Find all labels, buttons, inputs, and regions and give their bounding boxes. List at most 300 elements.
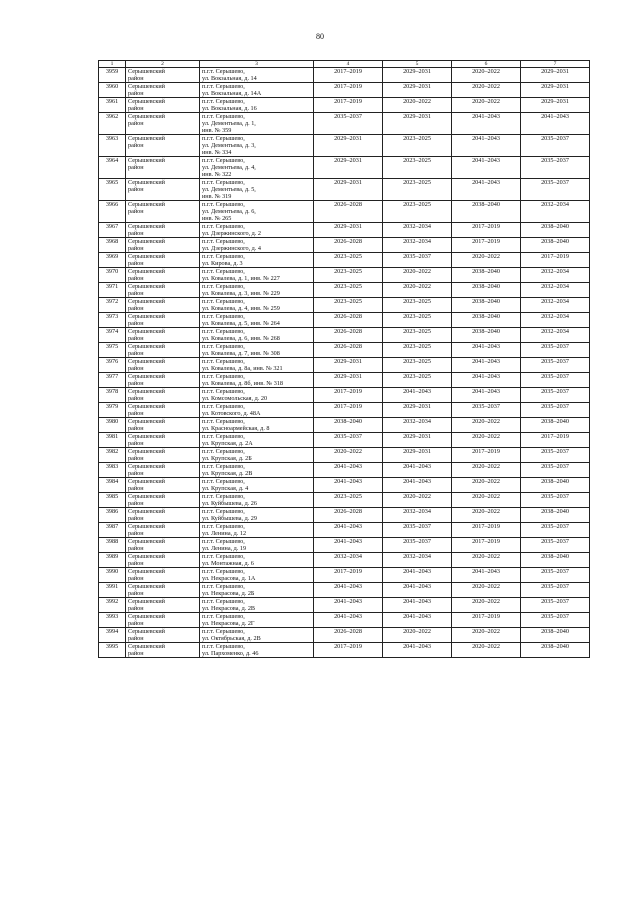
address-cell: п.г.т. Серышево, ул. Некрасова, д. 2Г xyxy=(200,613,314,628)
column-header: 7 xyxy=(521,61,590,68)
period-cell: 2041–2043 xyxy=(521,113,590,135)
address-cell: п.г.т. Серышево, ул. Комсомольская, д. 20 xyxy=(200,388,314,403)
page-number: 80 xyxy=(316,32,324,41)
period-cell: 2035–2037 xyxy=(452,403,521,418)
period-cell: 2035–2037 xyxy=(314,433,383,448)
record-number-cell: 3964 xyxy=(99,157,126,179)
period-cell: 2035–2037 xyxy=(521,358,590,373)
period-cell: 2038–2040 xyxy=(452,283,521,298)
period-cell: 2017–2019 xyxy=(314,403,383,418)
period-cell: 2041–2043 xyxy=(383,388,452,403)
period-cell: 2038–2040 xyxy=(521,478,590,493)
record-number-cell: 3980 xyxy=(99,418,126,433)
table-row xyxy=(99,643,590,658)
district-cell: Серышевский район xyxy=(126,238,200,253)
period-cell: 2026–2028 xyxy=(314,313,383,328)
period-cell: 2023–2025 xyxy=(314,493,383,508)
record-number-cell: 3968 xyxy=(99,238,126,253)
period-cell: 2032–2034 xyxy=(383,418,452,433)
period-cell: 2020–2022 xyxy=(383,493,452,508)
district-cell: Серышевский район xyxy=(126,448,200,463)
period-cell: 2017–2019 xyxy=(314,83,383,98)
period-cell: 2020–2022 xyxy=(452,433,521,448)
address-cell: п.г.т. Серышево, ул. Ленина, д. 19 xyxy=(200,538,314,553)
period-cell: 2038–2040 xyxy=(521,418,590,433)
period-cell: 2020–2022 xyxy=(383,98,452,113)
district-cell: Серышевский район xyxy=(126,598,200,613)
record-number-cell: 3966 xyxy=(99,201,126,223)
period-cell: 2038–2040 xyxy=(521,223,590,238)
address-cell: п.г.т. Серышево, ул. Ковалева, д. 8б, инв. № 318 xyxy=(200,373,314,388)
column-header: 1 xyxy=(99,61,126,68)
table-row xyxy=(99,598,590,613)
housing-register-table xyxy=(98,60,590,658)
period-cell: 2038–2040 xyxy=(521,643,590,658)
period-cell: 2032–2034 xyxy=(383,508,452,523)
record-number-cell: 3991 xyxy=(99,583,126,598)
table-row xyxy=(99,508,590,523)
period-cell: 2038–2040 xyxy=(452,268,521,283)
district-cell: Серышевский район xyxy=(126,613,200,628)
period-cell: 2023–2025 xyxy=(383,373,452,388)
record-number-cell: 3963 xyxy=(99,135,126,157)
period-cell: 2020–2022 xyxy=(452,463,521,478)
period-cell: 2041–2043 xyxy=(314,538,383,553)
table-body xyxy=(99,68,590,658)
period-cell: 2032–2034 xyxy=(521,298,590,313)
table-row xyxy=(99,583,590,598)
period-cell: 2038–2040 xyxy=(521,508,590,523)
period-cell: 2017–2019 xyxy=(314,388,383,403)
period-cell: 2032–2034 xyxy=(521,328,590,343)
table-row xyxy=(99,157,590,179)
district-cell: Серышевский район xyxy=(126,553,200,568)
period-cell: 2032–2034 xyxy=(521,283,590,298)
period-cell: 2041–2043 xyxy=(452,373,521,388)
column-header: 2 xyxy=(126,61,200,68)
period-cell: 2017–2019 xyxy=(452,238,521,253)
record-number-cell: 3965 xyxy=(99,179,126,201)
period-cell: 2035–2037 xyxy=(521,493,590,508)
period-cell: 2017–2019 xyxy=(314,68,383,83)
period-cell: 2023–2025 xyxy=(383,201,452,223)
district-cell: Серышевский район xyxy=(126,433,200,448)
record-number-cell: 3975 xyxy=(99,343,126,358)
table-row xyxy=(99,448,590,463)
column-header: 4 xyxy=(314,61,383,68)
period-cell: 2038–2040 xyxy=(521,628,590,643)
period-cell: 2023–2025 xyxy=(383,298,452,313)
district-cell: Серышевский район xyxy=(126,538,200,553)
period-cell: 2041–2043 xyxy=(452,179,521,201)
address-cell: п.г.т. Серышево, ул. Котовского, д. 48А xyxy=(200,403,314,418)
period-cell: 2029–2031 xyxy=(383,83,452,98)
period-cell: 2020–2022 xyxy=(452,553,521,568)
table-row xyxy=(99,538,590,553)
period-cell: 2020–2022 xyxy=(452,583,521,598)
period-cell: 2041–2043 xyxy=(452,135,521,157)
address-cell: п.г.т. Серышево, ул. Монтажная, д. 6 xyxy=(200,553,314,568)
period-cell: 2017–2019 xyxy=(452,523,521,538)
period-cell: 2041–2043 xyxy=(314,478,383,493)
record-number-cell: 3994 xyxy=(99,628,126,643)
record-number-cell: 3988 xyxy=(99,538,126,553)
period-cell: 2032–2034 xyxy=(521,268,590,283)
address-cell: п.г.т. Серышево, ул. Ковалева, д. 7, инв. № 308 xyxy=(200,343,314,358)
period-cell: 2041–2043 xyxy=(452,388,521,403)
period-cell: 2026–2028 xyxy=(314,201,383,223)
address-cell: п.г.т. Серышево, ул. Дементьева, д. 4, инв. № 322 xyxy=(200,157,314,179)
period-cell: 2041–2043 xyxy=(383,568,452,583)
record-number-cell: 3984 xyxy=(99,478,126,493)
table-row xyxy=(99,463,590,478)
district-cell: Серышевский район xyxy=(126,98,200,113)
district-cell: Серышевский район xyxy=(126,83,200,98)
period-cell: 2023–2025 xyxy=(383,135,452,157)
period-cell: 2035–2037 xyxy=(521,598,590,613)
period-cell: 2023–2025 xyxy=(383,157,452,179)
period-cell: 2017–2019 xyxy=(452,613,521,628)
period-cell: 2041–2043 xyxy=(314,523,383,538)
column-header: 6 xyxy=(452,61,521,68)
district-cell: Серышевский район xyxy=(126,358,200,373)
record-number-cell: 3983 xyxy=(99,463,126,478)
period-cell: 2020–2022 xyxy=(452,628,521,643)
district-cell: Серышевский район xyxy=(126,268,200,283)
district-cell: Серышевский район xyxy=(126,373,200,388)
table-row xyxy=(99,418,590,433)
period-cell: 2029–2031 xyxy=(521,83,590,98)
district-cell: Серышевский район xyxy=(126,388,200,403)
table-row xyxy=(99,403,590,418)
period-cell: 2017–2019 xyxy=(521,253,590,268)
period-cell: 2038–2040 xyxy=(452,313,521,328)
address-cell: п.г.т. Серышево, ул. Ковалева, д. 3, инв. № 229 xyxy=(200,283,314,298)
period-cell: 2032–2034 xyxy=(383,238,452,253)
period-cell: 2032–2034 xyxy=(314,553,383,568)
period-cell: 2041–2043 xyxy=(314,463,383,478)
district-cell: Серышевский район xyxy=(126,628,200,643)
period-cell: 2023–2025 xyxy=(314,283,383,298)
period-cell: 2035–2037 xyxy=(521,135,590,157)
period-cell: 2023–2025 xyxy=(383,313,452,328)
period-cell: 2017–2019 xyxy=(521,433,590,448)
table-row xyxy=(99,298,590,313)
district-cell: Серышевский район xyxy=(126,201,200,223)
address-cell: п.г.т. Серышево, ул. Дементьева, д. 6, инв. № 265 xyxy=(200,201,314,223)
table-row xyxy=(99,433,590,448)
period-cell: 2035–2037 xyxy=(521,613,590,628)
period-cell: 2020–2022 xyxy=(452,478,521,493)
period-cell: 2035–2037 xyxy=(521,463,590,478)
record-number-cell: 3979 xyxy=(99,403,126,418)
period-cell: 2035–2037 xyxy=(521,448,590,463)
period-cell: 2041–2043 xyxy=(452,157,521,179)
period-cell: 2020–2022 xyxy=(452,98,521,113)
period-cell: 2035–2037 xyxy=(383,523,452,538)
record-number-cell: 3986 xyxy=(99,508,126,523)
district-cell: Серышевский район xyxy=(126,508,200,523)
table-row xyxy=(99,568,590,583)
period-cell: 2038–2040 xyxy=(452,328,521,343)
record-number-cell: 3981 xyxy=(99,433,126,448)
district-cell: Серышевский район xyxy=(126,113,200,135)
record-number-cell: 3967 xyxy=(99,223,126,238)
period-cell: 2035–2037 xyxy=(521,388,590,403)
record-number-cell: 3974 xyxy=(99,328,126,343)
period-cell: 2023–2025 xyxy=(383,179,452,201)
district-cell: Серышевский район xyxy=(126,583,200,598)
period-cell: 2041–2043 xyxy=(314,613,383,628)
period-cell: 2035–2037 xyxy=(521,157,590,179)
period-cell: 2038–2040 xyxy=(521,238,590,253)
address-cell: п.г.т. Серышево, ул. Ковалева, д. 1, инв. № 227 xyxy=(200,268,314,283)
record-number-cell: 3962 xyxy=(99,113,126,135)
address-cell: п.г.т. Серышево, ул. Некрасова, д. 1А xyxy=(200,568,314,583)
period-cell: 2035–2037 xyxy=(521,538,590,553)
record-number-cell: 3995 xyxy=(99,643,126,658)
district-cell: Серышевский район xyxy=(126,523,200,538)
period-cell: 2020–2022 xyxy=(452,253,521,268)
period-cell: 2020–2022 xyxy=(452,83,521,98)
table-row xyxy=(99,83,590,98)
record-number-cell: 3987 xyxy=(99,523,126,538)
period-cell: 2017–2019 xyxy=(314,98,383,113)
period-cell: 2041–2043 xyxy=(452,568,521,583)
period-cell: 2035–2037 xyxy=(521,568,590,583)
address-cell: п.г.т. Серышево, ул. Дзержинского, д. 4 xyxy=(200,238,314,253)
period-cell: 2035–2037 xyxy=(521,343,590,358)
district-cell: Серышевский район xyxy=(126,253,200,268)
district-cell: Серышевский район xyxy=(126,403,200,418)
address-cell: п.г.т. Серышево, ул. Ковалева, д. 5, инв. № 264 xyxy=(200,313,314,328)
period-cell: 2017–2019 xyxy=(314,643,383,658)
record-number-cell: 3971 xyxy=(99,283,126,298)
period-cell: 2026–2028 xyxy=(314,508,383,523)
record-number-cell: 3972 xyxy=(99,298,126,313)
period-cell: 2029–2031 xyxy=(314,135,383,157)
period-cell: 2035–2037 xyxy=(521,403,590,418)
period-cell: 2029–2031 xyxy=(314,157,383,179)
address-cell: п.г.т. Серышево, ул. Вокзальная, д. 14 xyxy=(200,68,314,83)
record-number-cell: 3973 xyxy=(99,313,126,328)
address-cell: п.г.т. Серышево, ул. Крупская, д. 2А xyxy=(200,433,314,448)
address-cell: п.г.т. Серышево, ул. Ленина, д. 12 xyxy=(200,523,314,538)
district-cell: Серышевский район xyxy=(126,157,200,179)
record-number-cell: 3993 xyxy=(99,613,126,628)
period-cell: 2023–2025 xyxy=(314,268,383,283)
period-cell: 2020–2022 xyxy=(383,628,452,643)
address-cell: п.г.т. Серышево, ул. Крупская, д. 2В xyxy=(200,463,314,478)
address-cell: п.г.т. Серышево, ул. Кирова, д. 3 xyxy=(200,253,314,268)
period-cell: 2035–2037 xyxy=(521,583,590,598)
table-row xyxy=(99,68,590,83)
period-cell: 2023–2025 xyxy=(383,328,452,343)
record-number-cell: 3969 xyxy=(99,253,126,268)
period-cell: 2041–2043 xyxy=(452,343,521,358)
period-cell: 2017–2019 xyxy=(452,448,521,463)
period-cell: 2029–2031 xyxy=(383,68,452,83)
period-cell: 2041–2043 xyxy=(314,583,383,598)
period-cell: 2029–2031 xyxy=(383,448,452,463)
district-cell: Серышевский район xyxy=(126,313,200,328)
period-cell: 2020–2022 xyxy=(452,493,521,508)
period-cell: 2038–2040 xyxy=(521,553,590,568)
table-row xyxy=(99,135,590,157)
period-cell: 2041–2043 xyxy=(383,463,452,478)
period-cell: 2023–2025 xyxy=(314,253,383,268)
district-cell: Серышевский район xyxy=(126,643,200,658)
address-cell: п.г.т. Серышево, ул. Куйбышева, д. 29 xyxy=(200,508,314,523)
record-number-cell: 3970 xyxy=(99,268,126,283)
period-cell: 2017–2019 xyxy=(452,538,521,553)
column-header: 3 xyxy=(200,61,314,68)
table-row xyxy=(99,283,590,298)
period-cell: 2020–2022 xyxy=(383,283,452,298)
table-row xyxy=(99,358,590,373)
district-cell: Серышевский район xyxy=(126,328,200,343)
record-number-cell: 3960 xyxy=(99,83,126,98)
period-cell: 2029–2031 xyxy=(521,68,590,83)
district-cell: Серышевский район xyxy=(126,68,200,83)
period-cell: 2026–2028 xyxy=(314,343,383,358)
period-cell: 2035–2037 xyxy=(521,523,590,538)
table-row xyxy=(99,98,590,113)
district-cell: Серышевский район xyxy=(126,568,200,583)
table-row xyxy=(99,113,590,135)
address-cell: п.г.т. Серышево, ул. Некрасова, д. 2В xyxy=(200,598,314,613)
period-cell: 2032–2034 xyxy=(383,553,452,568)
period-cell: 2041–2043 xyxy=(452,113,521,135)
period-cell: 2035–2037 xyxy=(521,373,590,388)
period-cell: 2038–2040 xyxy=(452,298,521,313)
period-cell: 2035–2037 xyxy=(521,179,590,201)
address-cell: п.г.т. Серышево, ул. Дементьева, д. 3, инв. № 334 xyxy=(200,135,314,157)
address-cell: п.г.т. Серышево, ул. Ковалева, д. 4, инв. № 259 xyxy=(200,298,314,313)
address-cell: п.г.т. Серышево, ул. Вокзальная, д. 16 xyxy=(200,98,314,113)
period-cell: 2029–2031 xyxy=(314,358,383,373)
record-number-cell: 3977 xyxy=(99,373,126,388)
period-cell: 2041–2043 xyxy=(452,358,521,373)
address-cell: п.г.т. Серышево, ул. Дементьева, д. 1, инв. № 359 xyxy=(200,113,314,135)
period-cell: 2029–2031 xyxy=(314,223,383,238)
period-cell: 2020–2022 xyxy=(452,418,521,433)
table-row xyxy=(99,201,590,223)
period-cell: 2017–2019 xyxy=(314,568,383,583)
record-number-cell: 3959 xyxy=(99,68,126,83)
period-cell: 2032–2034 xyxy=(521,313,590,328)
period-cell: 2032–2034 xyxy=(521,201,590,223)
period-cell: 2035–2037 xyxy=(314,113,383,135)
address-cell: п.г.т. Серышево, ул. Октябрьская, д. 2В xyxy=(200,628,314,643)
period-cell: 2029–2031 xyxy=(314,179,383,201)
district-cell: Серышевский район xyxy=(126,223,200,238)
period-cell: 2026–2028 xyxy=(314,238,383,253)
table-row xyxy=(99,493,590,508)
table-row xyxy=(99,313,590,328)
table-row xyxy=(99,373,590,388)
period-cell: 2041–2043 xyxy=(383,598,452,613)
district-cell: Серышевский район xyxy=(126,343,200,358)
table-row xyxy=(99,253,590,268)
district-cell: Серышевский район xyxy=(126,478,200,493)
table-row xyxy=(99,628,590,643)
record-number-cell: 3978 xyxy=(99,388,126,403)
table-row xyxy=(99,478,590,493)
period-cell: 2035–2037 xyxy=(383,538,452,553)
address-cell: п.г.т. Серышево, ул. Некрасова, д. 2Б xyxy=(200,583,314,598)
district-cell: Серышевский район xyxy=(126,493,200,508)
column-header: 5 xyxy=(383,61,452,68)
address-cell: п.г.т. Серышево, ул. Вокзальная, д. 14А xyxy=(200,83,314,98)
period-cell: 2041–2043 xyxy=(314,598,383,613)
district-cell: Серышевский район xyxy=(126,135,200,157)
period-cell: 2020–2022 xyxy=(314,448,383,463)
period-cell: 2035–2037 xyxy=(383,253,452,268)
period-cell: 2038–2040 xyxy=(452,201,521,223)
record-number-cell: 3992 xyxy=(99,598,126,613)
period-cell: 2026–2028 xyxy=(314,328,383,343)
table-row xyxy=(99,388,590,403)
record-number-cell: 3985 xyxy=(99,493,126,508)
table-row xyxy=(99,553,590,568)
table-row xyxy=(99,328,590,343)
record-number-cell: 3976 xyxy=(99,358,126,373)
district-cell: Серышевский район xyxy=(126,463,200,478)
address-cell: п.г.т. Серышево, ул. Крупская, д. 2Б xyxy=(200,448,314,463)
period-cell: 2020–2022 xyxy=(452,598,521,613)
address-cell: п.г.т. Серышево, ул. Дементьева, д. 5, инв. № 319 xyxy=(200,179,314,201)
period-cell: 2041–2043 xyxy=(383,583,452,598)
period-cell: 2023–2025 xyxy=(383,343,452,358)
period-cell: 2023–2025 xyxy=(314,298,383,313)
record-number-cell: 3961 xyxy=(99,98,126,113)
district-cell: Серышевский район xyxy=(126,283,200,298)
period-cell: 2038–2040 xyxy=(314,418,383,433)
record-number-cell: 3989 xyxy=(99,553,126,568)
address-cell: п.г.т. Серышево, ул. Ковалева, д. 6, инв. № 268 xyxy=(200,328,314,343)
period-cell: 2020–2022 xyxy=(452,508,521,523)
period-cell: 2020–2022 xyxy=(452,643,521,658)
record-number-cell: 3990 xyxy=(99,568,126,583)
district-cell: Серышевский район xyxy=(126,298,200,313)
period-cell: 2020–2022 xyxy=(383,268,452,283)
period-cell: 2041–2043 xyxy=(383,643,452,658)
address-cell: п.г.т. Серышево, ул. Куйбышева, д. 26 xyxy=(200,493,314,508)
period-cell: 2023–2025 xyxy=(383,358,452,373)
district-cell: Серышевский район xyxy=(126,418,200,433)
address-cell: п.г.т. Серышево, ул. Пархоменко, д. 46 xyxy=(200,643,314,658)
table-row xyxy=(99,179,590,201)
period-cell: 2041–2043 xyxy=(383,613,452,628)
table-row xyxy=(99,523,590,538)
period-cell: 2041–2043 xyxy=(383,478,452,493)
period-cell: 2029–2031 xyxy=(521,98,590,113)
period-cell: 2032–2034 xyxy=(383,223,452,238)
address-cell: п.г.т. Серышево, ул. Ковалева, д. 8а, инв. № 321 xyxy=(200,358,314,373)
record-number-cell: 3982 xyxy=(99,448,126,463)
period-cell: 2020–2022 xyxy=(452,68,521,83)
period-cell: 2029–2031 xyxy=(314,373,383,388)
address-cell: п.г.т. Серышево, ул. Красноармейская, д. 8 xyxy=(200,418,314,433)
district-cell: Серышевский район xyxy=(126,179,200,201)
table-row xyxy=(99,343,590,358)
period-cell: 2026–2028 xyxy=(314,628,383,643)
address-cell: п.г.т. Серышево, ул. Крупская, д. 4 xyxy=(200,478,314,493)
period-cell: 2017–2019 xyxy=(452,223,521,238)
table-row xyxy=(99,613,590,628)
period-cell: 2029–2031 xyxy=(383,403,452,418)
